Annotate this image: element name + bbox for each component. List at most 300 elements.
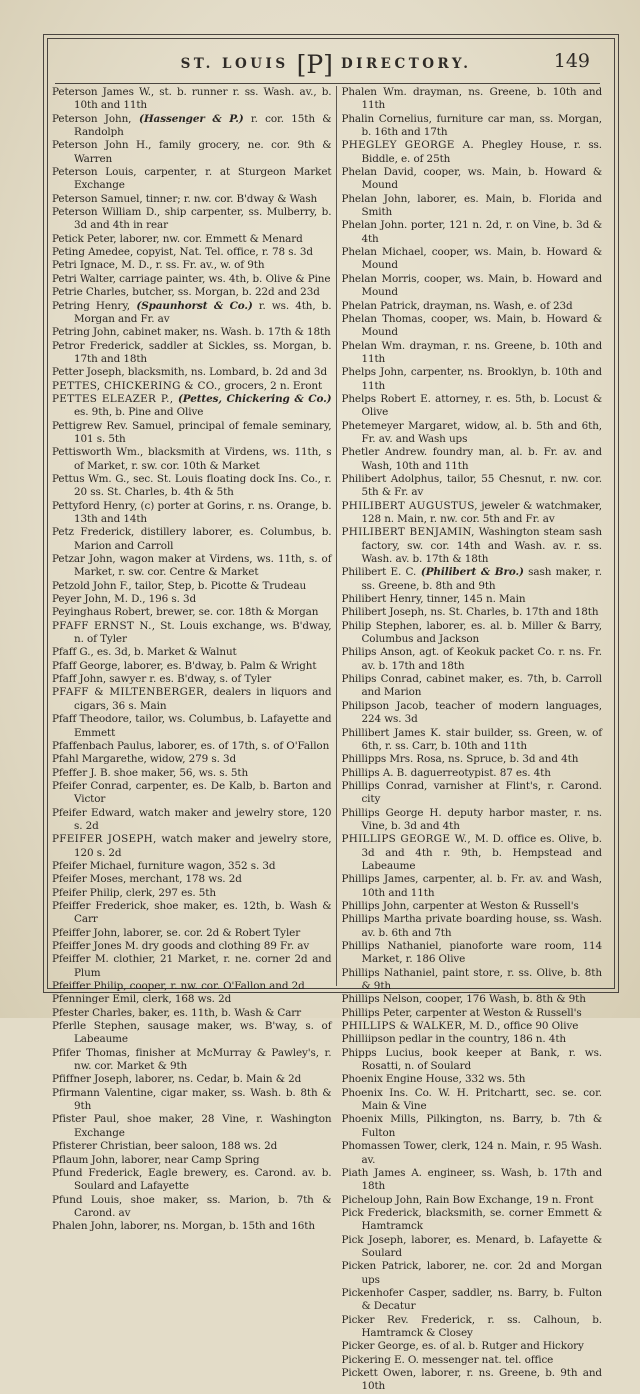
- entry-details: cooper, ws. Main, b. Howard & Mound: [361, 312, 602, 339]
- entry-details: cabinet maker, ns. Wash. b. 17th & 18th: [119, 326, 331, 339]
- entry-details: foundry man, al. b. Fr. av. and Wash, 10th and 11th: [361, 446, 602, 472]
- entry-name: Pfirmann Valentine,: [52, 1086, 157, 1099]
- entry-details: laborer, ns. Morgan, b. 15th and 16th: [117, 1220, 315, 1233]
- directory-entry: [341, 446, 602, 473]
- entry-name: Philips Anson,: [341, 646, 416, 659]
- directory-entry: [52, 1020, 331, 1047]
- entry-details: laborer, ne. cor. 2d and Morgan ups: [361, 1260, 602, 1286]
- entry-details: r. ws. 4th, b. Morgan and Fr. av: [74, 299, 332, 325]
- directory-entry: [52, 1220, 331, 1233]
- entry-details: furniture car man, ss. Morgan, b. 16th and 17th: [361, 112, 602, 139]
- directory-entry: [52, 273, 331, 286]
- directory-entry: [52, 993, 331, 1006]
- header-city: ST. LOUIS: [180, 56, 289, 72]
- directory-entry: [52, 166, 331, 193]
- entry-details: clerk, 124 n. Main, r. 95 Wash. av.: [361, 1140, 602, 1166]
- header-letter: [P]: [296, 49, 333, 79]
- directory-entry: [341, 273, 602, 300]
- entry-name: Pfund Frederick,: [52, 1166, 143, 1179]
- entry-name: Pfaff John,: [52, 673, 107, 686]
- entry-name: Phillips Martha: [341, 913, 422, 926]
- entry-details: laborer, r. ns. Greene, b. 9th and 10th: [361, 1367, 602, 1393]
- directory-entry: [52, 286, 331, 299]
- entry-name: Philibert Adolphus,: [341, 472, 443, 485]
- entry-name: Petter Joseph,: [52, 366, 125, 379]
- entry-details: widow, 279 s. 3d: [146, 753, 237, 766]
- entry-details: cooper, 176 Wash, b. 8th & 9th: [422, 993, 586, 1006]
- entry-name: Pfeifer Michael,: [52, 859, 135, 872]
- entry-name: Petring John,: [52, 326, 120, 339]
- entry-details: cabinet maker, es. 7th, b. Carroll and Marion: [361, 673, 602, 699]
- entry-details: engineer, ss. Wash, b. 17th and 18th: [361, 1166, 602, 1193]
- entry-name: Phillips James,: [341, 873, 419, 886]
- entry-name: Pfeiffer John,: [52, 926, 121, 939]
- directory-entry: [52, 580, 331, 593]
- entry-details: shoe maker, es. 12th, b. Wash & Carr: [74, 899, 332, 926]
- directory-entry: [341, 1234, 602, 1261]
- directory-entry: [341, 807, 602, 834]
- entry-name: Pettus Wm. G.,: [52, 472, 130, 485]
- entry-details: widow, al. b. 5th and 6th, Fr. av. and Wash ups: [361, 419, 602, 445]
- entry-name: Pick Frederick,: [341, 1206, 422, 1219]
- entry-name: Pfiffner Joseph,: [52, 1073, 132, 1086]
- directory-entry: [52, 1140, 331, 1153]
- entry-name: Pfeiffer Jones M.: [52, 940, 139, 952]
- entry-details: private boarding house, ss. Wash. av. b. 6th and 7th: [361, 913, 602, 939]
- directory-entry: [52, 887, 331, 900]
- entry-name: Pfeifer Philip,: [52, 886, 123, 899]
- directory-entry: [52, 473, 331, 500]
- entry-name: Phelps Robert E.: [341, 392, 431, 405]
- directory-entry: [341, 873, 602, 900]
- entry-details: ship carpenter, ss. Mulberry, b. 3d and 4th in rear: [74, 206, 332, 232]
- entry-name: Picker George,: [341, 1340, 419, 1353]
- entry-name: Pettisworth Wm.,: [52, 446, 144, 459]
- directory-entry: [52, 1167, 331, 1194]
- entry-details: jeweler & watchmaker, 128 n. Main, r. nw. cor. 5th and Fr. av: [361, 499, 602, 525]
- entry-name: PFAFF ERNST N.,: [52, 619, 156, 632]
- entry-name: PFAFF & MILTENBERGER,: [52, 686, 208, 699]
- directory-entry: [52, 1154, 331, 1167]
- entry-name: Phillips Conrad,: [341, 779, 428, 792]
- entry-details: paint store, r. ss. Olive, b. 8th & 9th: [361, 966, 602, 993]
- entry-details: tailor, 55 Chesnut, r. nw. cor. 5th & Fr. av: [361, 472, 602, 499]
- entry-name: Phomassen Tower,: [341, 1140, 438, 1153]
- directory-entry: [52, 366, 331, 379]
- directory-entry: [341, 1207, 602, 1234]
- entry-name: PHILIBERT BENJAMIN,: [341, 526, 475, 539]
- directory-entry: [341, 900, 602, 913]
- entry-details: baker, es. 11th, b. Wash & Carr: [135, 1006, 302, 1019]
- entry-details: sec. St. Louis floating dock Ins. Co., r. 20 ss. St. Charles, b. 4th & 5th: [74, 472, 332, 499]
- entry-name: Phoenix Ins. Co.: [341, 1086, 432, 1099]
- entry-name: Picheloup John,: [341, 1193, 423, 1206]
- entry-details: messenger nat. tel. office: [418, 1353, 554, 1366]
- entry-name: Pickering E. O.: [341, 1353, 419, 1366]
- entry-name: Philips Conrad,: [341, 673, 422, 686]
- entry-details: book keeper at Bank, r. ws. Rosatti, n. of Soulard: [361, 1046, 602, 1073]
- entry-details: dealers in liquors and cigars, 36 s. Main: [74, 686, 332, 712]
- directory-entry: [341, 1113, 602, 1140]
- entry-details: cooper, r. nw. cor. O'Fallon and 2d: [126, 980, 305, 993]
- directory-entry: [341, 1260, 602, 1287]
- entry-name: Phelan Morris,: [341, 272, 420, 285]
- entry-name: Pfaffenbach Paulus,: [52, 739, 155, 752]
- entry-name: Pettyford Henry,: [52, 499, 138, 512]
- directory-entry: [52, 1047, 331, 1074]
- entry-name: Peterson John,: [52, 112, 132, 125]
- entry-name: Petri Walter,: [52, 272, 116, 285]
- entry-name: Peting Amedee,: [52, 246, 134, 259]
- entry-details: r. ss. Calhoun, b. Hamtramck & Closey: [361, 1313, 603, 1339]
- entry-name: PHILLIPS & WALKER,: [341, 1020, 466, 1033]
- entry-details: saddler, ns. Barry, b. Fulton & Decatur: [361, 1286, 602, 1313]
- entry-details: M. D. office es. Olive, b. 3d and 4th r. 9th, b. Hempstead and Labeaume: [361, 833, 602, 872]
- entry-details: teacher of modern languages, 224 ws. 3d: [361, 699, 602, 726]
- directory-entry: [52, 206, 331, 233]
- directory-entry: [341, 1073, 602, 1086]
- directory-entry: [52, 553, 331, 580]
- entry-name: Peyer John,: [52, 593, 111, 606]
- directory-entry: [52, 1087, 331, 1114]
- directory-entry: [341, 673, 602, 700]
- directory-entry: [341, 566, 602, 593]
- entry-name: Peterson James W.,: [52, 86, 155, 98]
- directory-entry: [341, 420, 602, 447]
- entry-name: PHEGLEY GEORGE A.: [341, 139, 474, 152]
- directory-entry: [341, 393, 602, 420]
- entry-details: laborer, ns. Cedar, b. Main & 2d: [131, 1073, 302, 1086]
- entry-details: laborer, es. Menard, b. Lafayette & Soulard: [361, 1233, 602, 1259]
- entry-name: Pfester Charles,: [52, 1006, 136, 1019]
- entry-firm: (Spaunhorst & Co.): [129, 299, 253, 312]
- entry-name: Phillibert James K.: [341, 726, 442, 739]
- entry-name: Pfaff G.,: [52, 646, 94, 659]
- directory-entry: [341, 940, 602, 967]
- entry-name: Phetemeyer Margaret,: [341, 419, 461, 432]
- entry-details: blacksmith at Virdens, ws. 11th, s of Market, r. sw. cor. 10th & Market: [74, 446, 332, 472]
- entry-details: shoe maker, 28 Vine, r. Washington Exchange: [74, 1113, 332, 1139]
- entry-details: cooper, ws. Main, b. Howard & Mound: [361, 166, 602, 192]
- entry-name: Pfaff Theodore,: [52, 713, 132, 726]
- header-rule: [55, 83, 600, 84]
- directory-entry: [52, 380, 331, 393]
- entry-name: Phoenix Mills,: [341, 1113, 419, 1126]
- directory-entry: [52, 860, 331, 873]
- entry-details: saddler at Sickles, ss. Morgan, b. 17th and 18th: [74, 339, 332, 365]
- entry-details: Pilkington, ns. Barry, b. 7th & Fulton: [361, 1113, 602, 1139]
- entry-name: Phelan Michael,: [341, 246, 427, 259]
- entry-details: laborer, es. B'dway, b. Palm & Wright: [120, 659, 317, 672]
- directory-entry: [341, 1314, 602, 1341]
- entry-name: Phillips Peter,: [341, 1006, 413, 1019]
- entry-details: varnisher at Flint's, r. Carond. city: [361, 779, 602, 806]
- directory-entry: [52, 300, 331, 327]
- directory-entry: [52, 446, 331, 473]
- entry-details: attorney, r. es. 5th, b. Locust & Olive: [361, 392, 602, 419]
- entry-name: Phipps Lucius,: [341, 1046, 423, 1059]
- entry-details: wagon maker at Virdens, ws. 11th, s. of Market, r. sw. cor. Centre & Market: [74, 553, 332, 579]
- entry-details: Rain Bow Exchange, 19 n. Front: [422, 1193, 594, 1206]
- directory-entry: [52, 900, 331, 927]
- directory-entry: [52, 1194, 331, 1221]
- directory-entry: [52, 139, 331, 166]
- entry-details: W. H. Pritchartt, sec. se. cor. Main & Vine: [361, 1086, 602, 1113]
- running-header: [48, 46, 604, 82]
- directory-entry: [341, 967, 602, 994]
- directory-entry: [52, 233, 331, 246]
- entry-details: dry goods and clothing 89 Fr. av: [138, 940, 310, 952]
- entry-firm: (Pettes, Chickering & Co.): [173, 392, 332, 405]
- entry-name: Phelan John,: [341, 192, 411, 205]
- directory-entry: [52, 500, 331, 527]
- entry-details: laborer, nw. cor. Emmett & Menard: [116, 232, 303, 245]
- entry-details: laborer, es. Main, b. Florida and Smith: [361, 192, 602, 219]
- directory-entry: [341, 473, 602, 500]
- entry-name: Pfeifer Moses,: [52, 873, 127, 886]
- entry-details: butcher, ss. Morgan, b. 22d and 23d: [129, 286, 320, 299]
- entry-name: Pfeifer Conrad,: [52, 779, 132, 792]
- directory-entry: [52, 193, 331, 206]
- left-column: [52, 86, 337, 1233]
- entry-name: Phillipps Mrs. Rosa,: [341, 753, 445, 766]
- entry-name: Phillips George H.: [341, 806, 442, 819]
- entry-details: (c) porter at Gorins, r. ns. Orange, b. 13th and 14th: [74, 499, 332, 525]
- directory-entry: [341, 1354, 602, 1367]
- entry-name: Phillips A. B.: [341, 766, 408, 779]
- directory-entry: [52, 420, 331, 447]
- entry-details: watch maker and jewelry store, 120 s. 2d: [74, 806, 332, 832]
- entry-name: Pfisterer Christian,: [52, 1140, 152, 1153]
- entry-details: M. D., r. ss. Fr. av., w. of 9th: [118, 259, 265, 272]
- entry-details: pedlar in the country, 186 n. 4th: [395, 1033, 566, 1046]
- directory-entry: [341, 1007, 602, 1020]
- directory-entry: [52, 673, 331, 686]
- page-number: 149: [553, 50, 590, 72]
- directory-entry: [341, 1033, 602, 1046]
- entry-details: furniture wagon, 352 s. 3d: [134, 859, 276, 872]
- directory-entry: [52, 686, 331, 713]
- directory-entry: [341, 1194, 602, 1207]
- entry-details: shoe maker, 56, ws. s. 5th: [110, 766, 249, 779]
- entry-details: r. cor. 15th & Randolph: [74, 112, 332, 139]
- entry-name: Petzold John F.,: [52, 579, 132, 592]
- directory-entry: [52, 526, 331, 553]
- entry-name: Phalen John,: [52, 1220, 118, 1233]
- entry-name: PHILIBERT AUGUSTUS,: [341, 499, 478, 512]
- entry-name: Pfahl Margarethe,: [52, 753, 147, 766]
- entry-details: carpenter, es. De Kalb, b. Barton and Victor: [74, 779, 332, 806]
- directory-entry: [52, 646, 331, 659]
- entry-name: Phelps John,: [341, 366, 407, 379]
- entry-firm: (Hassenger & P.): [131, 112, 244, 125]
- directory-entry: [52, 927, 331, 940]
- entry-name: PHILLIPS GEORGE W.,: [341, 833, 471, 846]
- entry-name: Petick Peter,: [52, 232, 117, 245]
- entry-details: drayman, ns. Wash, e. of 23d: [419, 299, 573, 312]
- entry-name: Pfeiffer Philip,: [52, 980, 127, 993]
- directory-entry: [341, 246, 602, 273]
- entry-name: Phillips Nathaniel,: [341, 940, 442, 952]
- directory-entry: [52, 1113, 331, 1140]
- entry-name: Pfaff George,: [52, 659, 121, 672]
- entry-details: carpenter, r. at Sturgeon Market Exchange: [74, 166, 332, 192]
- entry-name: Piath James A.: [341, 1166, 422, 1179]
- entry-details: tailor, ws. Columbus, b. Lafayette and Emmett: [74, 713, 332, 739]
- directory-entry: [341, 620, 602, 647]
- directory-entry: [52, 620, 331, 647]
- entry-name: Pickenhofer Casper,: [341, 1286, 448, 1299]
- entry-details: st. b. runner r. ss. Wash. av., b. 10th and 11th: [74, 86, 332, 112]
- entry-details: tinner; r. nw. cor. B'dway & Wash: [142, 192, 318, 205]
- directory-entry: [341, 780, 602, 807]
- directory-entry: [52, 807, 331, 834]
- directory-entry: [341, 1087, 602, 1114]
- directory-entry: [341, 366, 602, 393]
- directory-entry: [341, 1340, 602, 1353]
- entry-name: Peterson Louis,: [52, 166, 137, 179]
- directory-entry: [341, 767, 602, 780]
- entry-details: Phegley House, r. ss. Biddle, e. of 25th: [361, 139, 602, 165]
- entry-details: laborer, se. cor. 2d & Robert Tyler: [120, 926, 301, 939]
- entry-details: es. 9th, b. Pine and Olive: [74, 406, 204, 419]
- entry-details: carpenter at Weston & Russell's: [409, 899, 579, 912]
- directory-entry: [52, 940, 331, 953]
- entry-details: drayman, ns. Greene, b. 10th and 11th: [361, 86, 602, 112]
- directory-entry: [52, 873, 331, 886]
- directory-entry: [52, 1007, 331, 1020]
- entry-details: clerk, 297 es. 5th: [122, 886, 216, 899]
- directory-entry: [52, 340, 331, 367]
- directory-columns: [52, 86, 603, 1393]
- entry-details: sash maker, r. ss. Greene, b. 8th and 9th: [361, 566, 602, 592]
- entry-details: laborer, es. of 17th, s. of O'Fallon: [154, 739, 330, 752]
- directory-entry: [341, 1367, 602, 1394]
- directory-entry: [341, 593, 602, 606]
- entry-name: Phelan Patrick,: [341, 299, 420, 312]
- entry-details: M. D., 196 s. 3d: [110, 593, 197, 606]
- entry-name: Phelan Thomas,: [341, 312, 426, 325]
- directory-entry: [52, 246, 331, 259]
- entry-details: carpenter, al. b. Fr. av. and Wash, 10th and 11th: [361, 873, 602, 899]
- entry-name: Philibert Henry,: [341, 593, 424, 606]
- directory-entry: [52, 393, 331, 420]
- entry-details: Eagle brewery, es. Carond. av. b. Soulard and Lafayette: [74, 1166, 332, 1193]
- directory-entry: [341, 993, 602, 1006]
- entry-name: Phalin Cornelius,: [341, 112, 432, 125]
- entry-details: 332 ws. 5th: [461, 1073, 526, 1086]
- directory-entry: [52, 780, 331, 807]
- entry-details: carriage painter, ws. 4th, b. Olive & Pine: [115, 272, 331, 285]
- directory-entry: [341, 139, 602, 166]
- entry-details: M. D., office 90 Olive: [465, 1020, 579, 1033]
- entry-details: distillery laborer, es. Columbus, b. Marion and Carroll: [74, 526, 332, 552]
- entry-name: Phelan Wm.: [341, 339, 406, 352]
- directory-entry: [341, 340, 602, 367]
- directory-entry: [341, 646, 602, 673]
- entry-name: Phillips Nelson,: [341, 993, 423, 1006]
- entry-name: Phelan John.: [341, 219, 408, 232]
- directory-entry: [341, 1047, 602, 1074]
- entry-details: cooper, ws. Main, b. Howard & Mound: [361, 246, 602, 272]
- directory-entry: [341, 1287, 602, 1314]
- entry-name: Peterson John H.,: [52, 139, 152, 152]
- entry-name: Pfeiffer M.: [52, 953, 109, 966]
- entry-name: Pick Joseph,: [341, 1233, 407, 1246]
- entry-name: Phalen Wm.: [341, 86, 407, 98]
- directory-entry: [52, 86, 331, 113]
- entry-name: Pfund Louis,: [52, 1193, 123, 1206]
- entry-name: Pfifer Thomas,: [52, 1046, 130, 1059]
- directory-entry: [341, 500, 602, 527]
- directory-entry: [341, 219, 602, 246]
- header-title: DIRECTORY.: [340, 56, 472, 72]
- entry-name: Philibert Joseph,: [341, 606, 428, 619]
- entry-name: Pfeiffer Frederick,: [52, 899, 150, 912]
- entry-details: Washington steam sash factory, sw. cor. 14th and Wash. av. r. ss. Wash. av. b. 17th & 18th: [361, 526, 602, 566]
- entry-details: porter, 121 n. 2d, r. on Vine, b. 3d & 4th: [361, 219, 602, 245]
- entry-name: Pickett Owen,: [341, 1367, 417, 1379]
- entry-details: tinner, 145 n. Main: [423, 593, 526, 606]
- entry-name: Phillips John,: [341, 899, 410, 912]
- entry-details: cigar maker, ss. Wash. b. 8th & 9th: [74, 1086, 332, 1113]
- entry-details: blacksmith, ns. Lombard, b. 2d and 3d: [124, 366, 327, 379]
- entry-name: PETTES, CHICKERING & CO.,: [52, 379, 222, 392]
- entry-name: Pfeffer J. B.: [52, 766, 111, 779]
- directory-entry: [52, 326, 331, 339]
- entry-name: Petri Ignace,: [52, 259, 119, 272]
- directory-entry: [341, 606, 602, 619]
- directory-entry: [52, 259, 331, 272]
- directory-entry: [52, 1073, 331, 1086]
- entry-details: tailor, Step, b. Picotte & Trudeau: [131, 579, 307, 592]
- directory-entry: [52, 740, 331, 753]
- directory-entry: [341, 727, 602, 754]
- entry-details: blacksmith, se. corner Emmett & Hamtramck: [361, 1206, 602, 1233]
- entry-name: Philliipson: [341, 1033, 396, 1046]
- right-column: [337, 86, 603, 1393]
- entry-details: pianoforte ware room, 114 Market, r. 186 Olive: [361, 940, 602, 966]
- entry-name: Pfenninger Emil,: [52, 993, 140, 1006]
- entry-name: Philibert E. C.: [341, 566, 417, 579]
- entry-details: sausage maker, ws. B'way, s. of Labeaume: [74, 1020, 332, 1046]
- entry-details: finisher at McMurray & Pawley's, r. nw. cor. Market & 9th: [74, 1046, 332, 1073]
- entry-name: Phelan David,: [341, 166, 417, 179]
- directory-entry: [341, 700, 602, 727]
- entry-details: family grocery, ne. cor. 9th & Warren: [74, 139, 332, 165]
- entry-details: clerk, 168 ws. 2d: [139, 993, 232, 1006]
- directory-entry: [341, 1167, 602, 1194]
- entry-name: PETTES ELEAZER P.,: [52, 392, 174, 405]
- entry-details: es. 3d, b. Market & Walnut: [93, 646, 237, 659]
- entry-name: Petrie Charles,: [52, 286, 130, 299]
- directory-entry: [52, 767, 331, 780]
- directory-entry: [52, 980, 331, 993]
- directory-entry: [52, 593, 331, 606]
- entry-name: Pflaum John,: [52, 1153, 119, 1166]
- entry-details: drayman, r. ns. Greene, b. 10th and 11th: [361, 339, 602, 365]
- entry-name: Petz Frederick,: [52, 526, 135, 539]
- entry-details: es. of al. b. Rutger and Hickory: [418, 1340, 584, 1353]
- directory-entry: [341, 526, 602, 566]
- directory-entry: [341, 86, 602, 113]
- entry-details: deputy harbor master, r. ns. Vine, b. 3d and 4th: [361, 806, 602, 832]
- entry-name: Petror Frederick,: [52, 339, 144, 352]
- entry-name: Petring Henry,: [52, 299, 130, 312]
- directory-entry: [52, 953, 331, 980]
- entry-name: PFEIFER JOSEPH,: [52, 833, 157, 846]
- entry-details: cooper, ws. Main, b. Howard and Mound: [361, 272, 602, 299]
